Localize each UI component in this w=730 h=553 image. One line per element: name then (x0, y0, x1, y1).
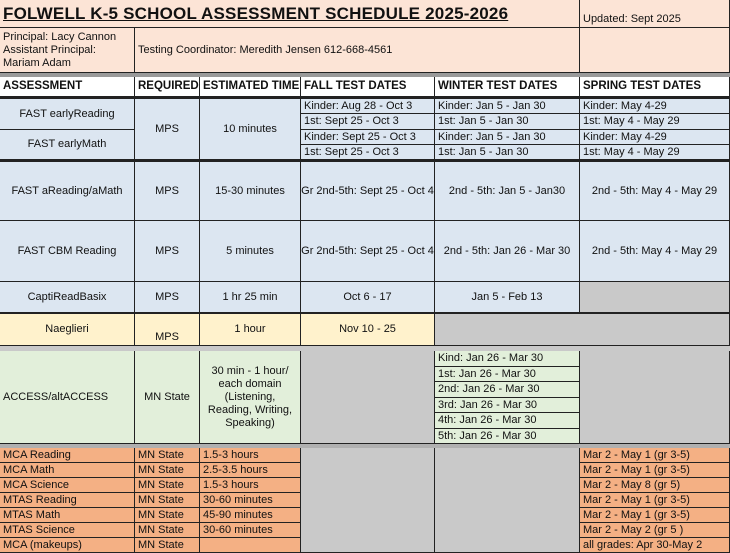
estimated-time: 1 hr 25 min (200, 282, 301, 313)
spring-dates: Mar 2 - May 1 (gr 3-5) (580, 493, 730, 508)
required-value: MN State (135, 448, 200, 463)
cell-text-line: 30 min - 1 hour/ (211, 364, 289, 377)
required-value: MPS (135, 221, 200, 282)
assessment-name: FAST aReading/aMath (0, 162, 135, 221)
required-value: MPS (135, 282, 200, 313)
required-value: MN State (135, 493, 200, 508)
date-cell: Kinder: Aug 28 - Oct 3 (301, 99, 435, 114)
assessment-name: MTAS Science (0, 523, 135, 538)
required-value: MN State (135, 463, 200, 478)
empty-cell (435, 314, 730, 346)
winter-dates: 2nd: Jan 26 - Mar 30 (435, 382, 580, 398)
date-cell: 1st: Jan 5 - Jan 30 (435, 114, 580, 130)
estimated-time: 10 minutes (200, 99, 301, 160)
spring-dates (580, 282, 730, 313)
estimated-time: 45-90 minutes (200, 508, 301, 523)
spring-dates: Mar 2 - May 8 (gr 5) (580, 478, 730, 493)
fall-dates: Gr 2nd-5th: Sept 25 - Oct 4 (301, 221, 435, 282)
fall-dates: Oct 6 - 17 (301, 282, 435, 313)
assessment-name: FAST earlyMath (0, 130, 135, 160)
assessment-name: FAST CBM Reading (0, 221, 135, 282)
spring-dates: 2nd - 5th: May 4 - May 29 (580, 162, 730, 221)
empty-cell (580, 351, 730, 444)
estimated-time: 1.5-3 hours (200, 478, 301, 493)
cell-text-line: Principal: Lacy Cannon (3, 30, 117, 43)
empty-cell (301, 448, 435, 553)
cell-text-line: Reading, Writing, (207, 403, 293, 416)
winter-dates: 4th: Jan 26 - Mar 30 (435, 413, 580, 429)
assessment-name: Naeglieri (0, 314, 135, 346)
fall-dates: Nov 10 - 25 (301, 314, 435, 346)
date-cell: Kinder: Jan 5 - Jan 30 (435, 130, 580, 145)
winter-dates: 1st: Jan 26 - Mar 30 (435, 367, 580, 382)
blank-cell (580, 28, 730, 73)
required-value: MPS (135, 99, 200, 160)
assessment-name: MCA Reading (0, 448, 135, 463)
winter-dates: 3rd: Jan 26 - Mar 30 (435, 398, 580, 413)
date-cell: 1st: May 4 - May 29 (580, 145, 730, 160)
assessment-name: ACCESS/altACCESS (0, 351, 135, 444)
required-value: MPS (135, 162, 200, 221)
cell-text-line: (Listening, (224, 390, 276, 403)
cell-text-line: each domain (218, 377, 282, 390)
column-header-winter-dates: WINTER TEST DATES (435, 77, 580, 97)
estimated-time: 30-60 minutes (200, 523, 301, 538)
estimated-time (200, 351, 301, 444)
fall-dates: Gr 2nd-5th: Sept 25 - Oct 4 (301, 162, 435, 221)
required-value: MN State (135, 538, 200, 553)
page-title: FOLWELL K-5 SCHOOL ASSESSMENT SCHEDULE 2025-2026 (0, 0, 580, 28)
winter-dates: Kind: Jan 26 - Mar 30 (435, 351, 580, 367)
assessment-name: CaptiReadBasix (0, 282, 135, 313)
testing-coordinator: Testing Coordinator: Meredith Jensen 612-668-4561 (135, 28, 580, 73)
required-value: MN State (135, 508, 200, 523)
estimated-time: 2.5-3.5 hours (200, 463, 301, 478)
cell-text-line: Assistant Principal: (3, 43, 96, 56)
spring-dates: 2nd - 5th: May 4 - May 29 (580, 221, 730, 282)
empty-cell (435, 448, 580, 553)
column-header-spring-dates: SPRING TEST DATES (580, 77, 730, 97)
required-value: MPS (135, 314, 200, 346)
estimated-time: 15-30 minutes (200, 162, 301, 221)
estimated-time: 1.5-3 hours (200, 448, 301, 463)
principal-info (0, 28, 135, 73)
assessment-name: MCA Science (0, 478, 135, 493)
winter-dates: 5th: Jan 26 - Mar 30 (435, 429, 580, 444)
date-cell: 1st: Sept 25 - Oct 3 (301, 114, 435, 130)
column-header-assessment: ASSESSMENT (0, 77, 135, 97)
date-cell: Kinder: Jan 5 - Jan 30 (435, 99, 580, 114)
required-value: MN State (135, 523, 200, 538)
assessment-name: MCA Math (0, 463, 135, 478)
date-cell: 1st: Jan 5 - Jan 30 (435, 145, 580, 160)
estimated-time: 5 minutes (200, 221, 301, 282)
column-header-fall-dates: FALL TEST DATES (301, 77, 435, 97)
spring-dates: Mar 2 - May 1 (gr 3-5) (580, 448, 730, 463)
date-cell: Kinder: May 4-29 (580, 99, 730, 114)
required-value: MN State (135, 478, 200, 493)
estimated-time: 1 hour (200, 314, 301, 346)
winter-dates: 2nd - 5th: Jan 5 - Jan30 (435, 162, 580, 221)
spring-dates: Mar 2 - May 2 (gr 5 ) (580, 523, 730, 538)
winter-dates: Jan 5 - Feb 13 (435, 282, 580, 313)
date-cell: Kinder: Sept 25 - Oct 3 (301, 130, 435, 145)
cell-text-line: Mariam Adam (3, 56, 71, 69)
date-cell: Kinder: May 4-29 (580, 130, 730, 145)
spring-dates: Mar 2 - May 1 (gr 3-5) (580, 508, 730, 523)
assessment-name: MTAS Reading (0, 493, 135, 508)
estimated-time: 30-60 minutes (200, 493, 301, 508)
required-value: MN State (135, 351, 200, 444)
date-cell: 1st: Sept 25 - Oct 3 (301, 145, 435, 160)
winter-dates: 2nd - 5th: Jan 26 - Mar 30 (435, 221, 580, 282)
column-header-estimated-time: ESTIMATED TIME (200, 77, 301, 97)
cell-text-line: Speaking) (225, 416, 275, 429)
assessment-name: MTAS Math (0, 508, 135, 523)
updated-date: Updated: Sept 2025 (580, 0, 730, 28)
assessment-name: FAST earlyReading (0, 99, 135, 130)
spring-dates: all grades: Apr 30-May 2 (580, 538, 730, 553)
estimated-time (200, 538, 301, 553)
assessment-name: MCA (makeups) (0, 538, 135, 553)
date-cell: 1st: May 4 - May 29 (580, 114, 730, 130)
column-header-required: REQUIRED (135, 77, 200, 97)
empty-cell (301, 351, 435, 444)
spring-dates: Mar 2 - May 1 (gr 3-5) (580, 463, 730, 478)
